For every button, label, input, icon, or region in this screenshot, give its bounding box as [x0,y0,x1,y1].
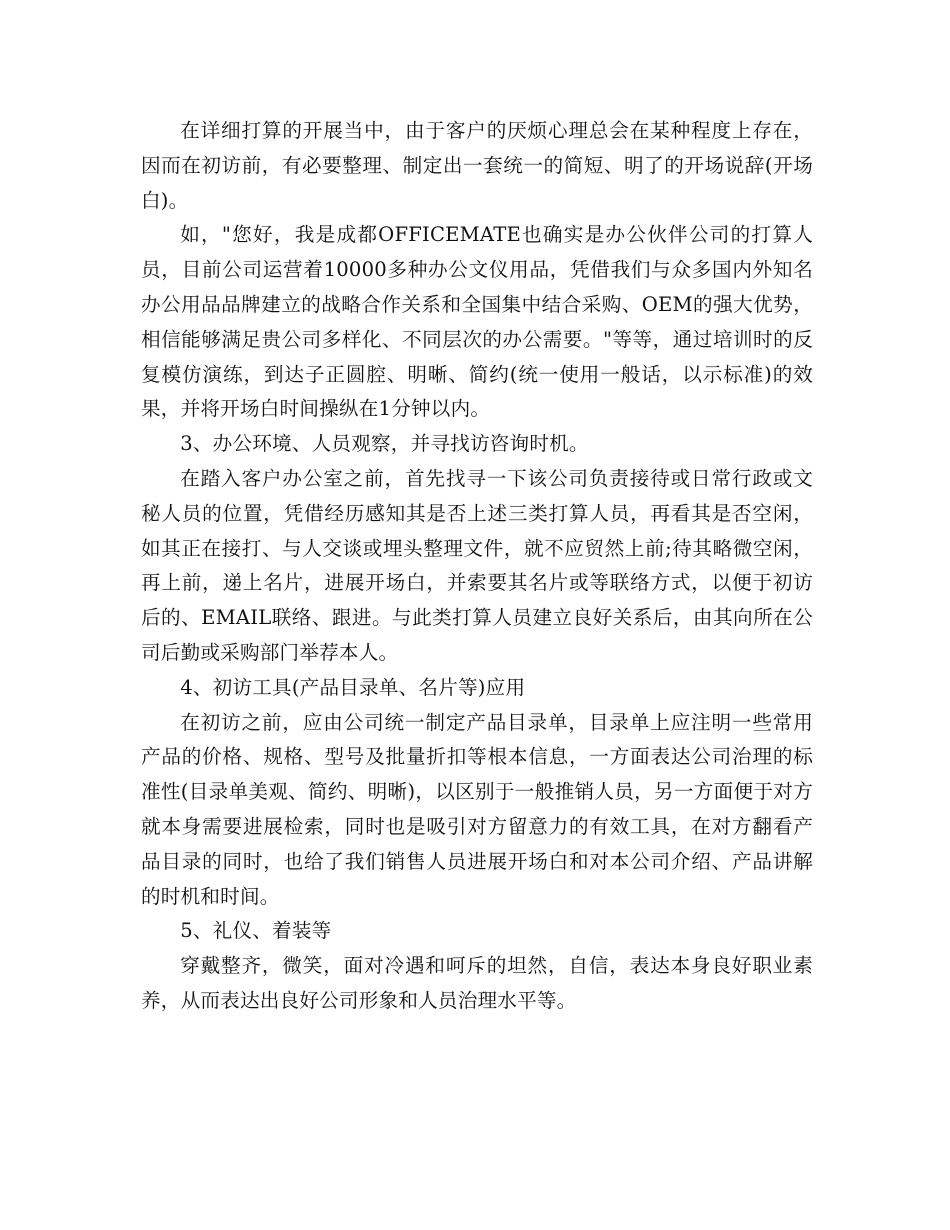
paragraph-opening-example: 如，"您好，我是成都OFFICEMATE也确实是办公伙伴公司的打算人员，目前公司运营着10000多种办公文仪用品，凭借我们与众多国内外知名办公用品品牌建立的战略合作关系和全国集中结合采购、OEM的强大优势，相信能够满足贵公司多样化、不同层次的办公需要。"等等，通过培训时的反复模仿演练，到达子正圆腔、明晰、简约(统一使用一般话，以示标准)的效果，并将开场白时间操纵在1分钟以内。 [141,223,813,421]
document-body [141,114,813,1019]
paragraph-visit-tools: 在初访之前，应由公司统一制定产品目录单，目录单上应注明一些常用产品的价格、规格、型号及批量折扣等根本信息，一方面表达公司治理的标准性(目录单美观、简约、明晰)，以区别于一般推销人员，另一方面便于对方就本身需要进展检索，同时也是吸引对方留意力的有效工具，在对方翻看产品目录的同时，也给了我们销售人员进展开场白和对本公司介绍、产品讲解的时机和时间。 [141,710,813,908]
paragraph-intro: 在详细打算的开展当中，由于客户的厌烦心理总会在某种程度上存在，因而在初访前，有必要整理、制定出一套统一的简短、明了的开场说辞(开场白)。 [141,119,813,212]
section-heading-5: 5、礼仪、着装等 [180,919,332,943]
section-heading-3: 3、办公环境、人员观察，并寻找访咨询时机。 [180,432,589,456]
paragraph-office-observation: 在踏入客户办公室之前，首先找寻一下该公司负责接待或日常行政或文秘人员的位置，凭借经历感知其是否上述三类打算人员，再看其是否空闲，如其正在接打、与人交谈或埋头整理文件，就不应贸然上前;待其略微空闲，再上前，递上名片，进展开场白，并索要其名片或等联络方式，以便于初访后的、EMAIL联络、跟进。与此类打算人员建立良好关系后，由其向所在公司后勤或采购部门举荐本人。 [141,466,813,664]
section-heading-4: 4、初访工具(产品目录单、名片等)应用 [180,675,526,699]
paragraph-etiquette: 穿戴整齐，微笑，面对冷遇和呵斥的坦然，自信，表达本身良好职业素养，从而表达出良好公司形象和人员治理水平等。 [141,954,813,1012]
